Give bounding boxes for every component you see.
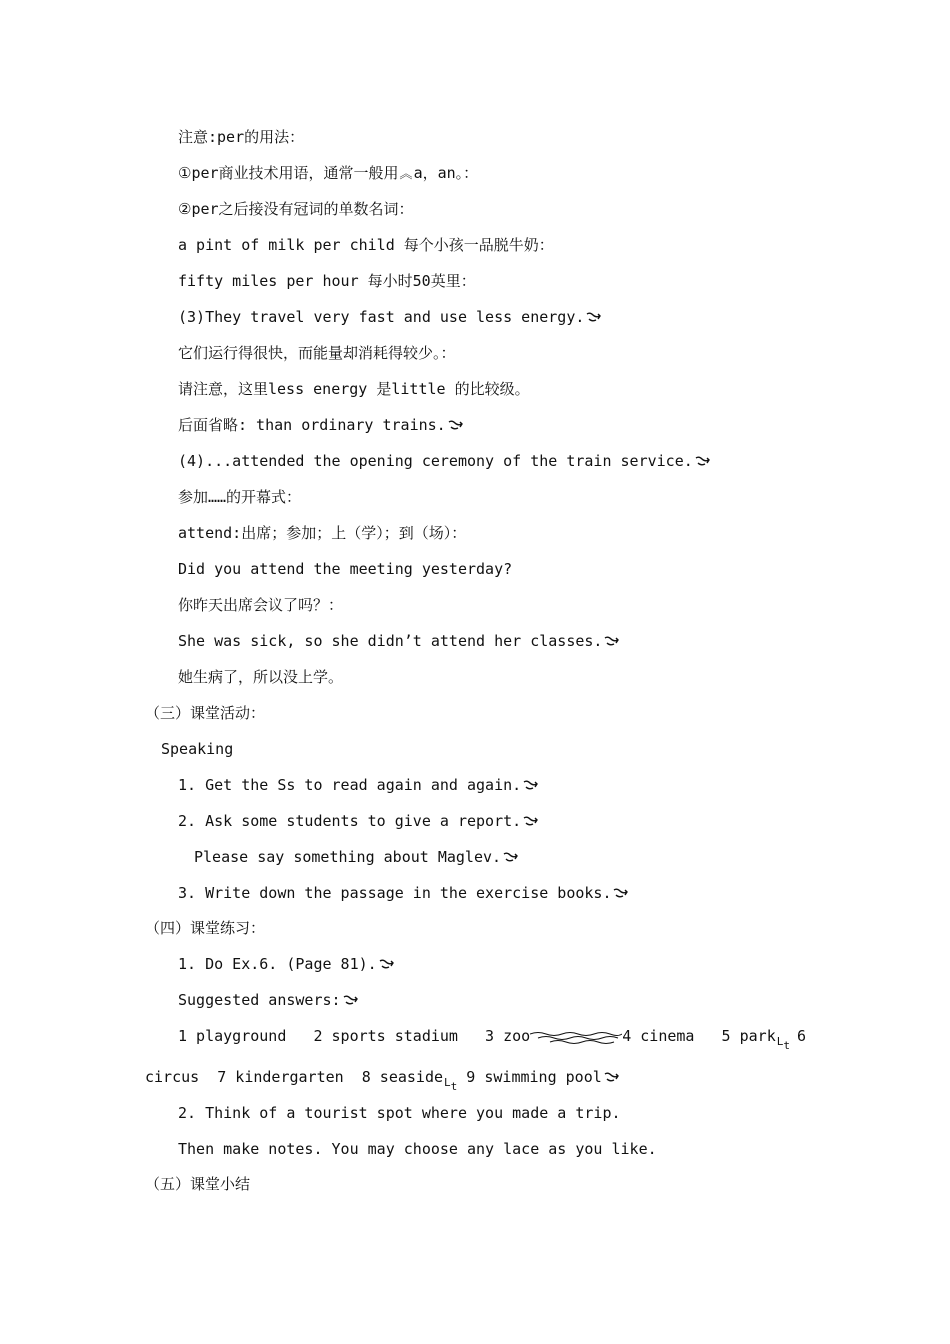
- return-arrow-icon: [448, 419, 464, 431]
- example-line: Did you attend the meeting yesterday?: [178, 560, 513, 578]
- subsection-label: Speaking: [161, 740, 234, 758]
- list-item: 2. Think of a tourist spot where you made a trip.: [178, 1104, 621, 1122]
- note-item-1: ①per商业技术用语，通常一般用︽a，an。：: [178, 164, 479, 182]
- line-break-mark: Lt: [444, 1076, 458, 1093]
- section-heading: （三）课堂活动：: [145, 704, 266, 722]
- translation-line: 参加……的开幕式：: [178, 488, 302, 506]
- return-arrow-icon: [503, 851, 519, 863]
- return-arrow-icon: [343, 994, 359, 1006]
- caret-mark: ︽: [399, 167, 413, 182]
- return-arrow-icon: [695, 455, 711, 467]
- list-subitem: Please say something about Maglev.: [194, 847, 519, 867]
- sentence-line: (4)...attended the opening ceremony of the train service.: [178, 451, 711, 471]
- answers-line-2: circus 7 kindergarten 8 seasideLt 9 swimming pool: [145, 1067, 620, 1088]
- note-heading: 注意:per的用法：: [178, 128, 305, 146]
- example-line: a pint of milk per child 每个小孩一品脱牛奶：: [178, 236, 554, 254]
- list-item: 1. Get the Ss to read again and again.: [178, 775, 539, 795]
- return-arrow-icon: [586, 311, 602, 323]
- note-line: 后面省略: than ordinary trains.: [178, 415, 464, 435]
- note-item-2: ②per之后接没有冠词的单数名词：: [178, 200, 414, 218]
- translation-line: 你昨天出席会议了吗？：: [178, 596, 344, 614]
- return-arrow-icon: [604, 1071, 620, 1083]
- list-item: 3. Write down the passage in the exercise books.: [178, 883, 629, 903]
- list-subitem: Then make notes. You may choose any lace as you like.: [178, 1140, 657, 1158]
- translation-line: 它们运行得很快，而能量却消耗得较少。：: [178, 344, 456, 362]
- list-item: 1. Do Ex.6. (Page 81).: [178, 954, 395, 974]
- answers-line-1: 1 playground 2 sports stadium 3 zoo 4 cinema 5 parkLt: [178, 1027, 790, 1052]
- return-arrow-icon: [523, 779, 539, 791]
- return-arrow-icon: [613, 887, 629, 899]
- note-line: attend:出席；参加；上（学）；到（场）：: [178, 524, 467, 542]
- line-break-mark: Lt: [776, 1035, 790, 1052]
- wavy-line-icon: [530, 1030, 622, 1044]
- list-item: 2. Ask some students to give a report.: [178, 811, 539, 831]
- section-heading: （四）课堂练习：: [145, 919, 266, 937]
- example-line: She was sick, so she didn’t attend her classes.: [178, 631, 620, 651]
- sentence-line: (3)They travel very fast and use less energy.: [178, 307, 602, 327]
- return-arrow-icon: [379, 958, 395, 970]
- return-arrow-icon: [604, 635, 620, 647]
- translation-line: 她生病了，所以没上学。: [178, 668, 344, 686]
- example-line: fifty miles per hour 每小时50英里：: [178, 272, 476, 290]
- return-arrow-icon: [523, 815, 539, 827]
- answers-label: Suggested answers:: [178, 990, 359, 1010]
- section-heading: （五）课堂小结: [145, 1175, 251, 1193]
- answers-number-6: 6: [797, 1027, 807, 1045]
- note-line: 请注意，这里less energy 是little 的比较级。: [178, 380, 530, 398]
